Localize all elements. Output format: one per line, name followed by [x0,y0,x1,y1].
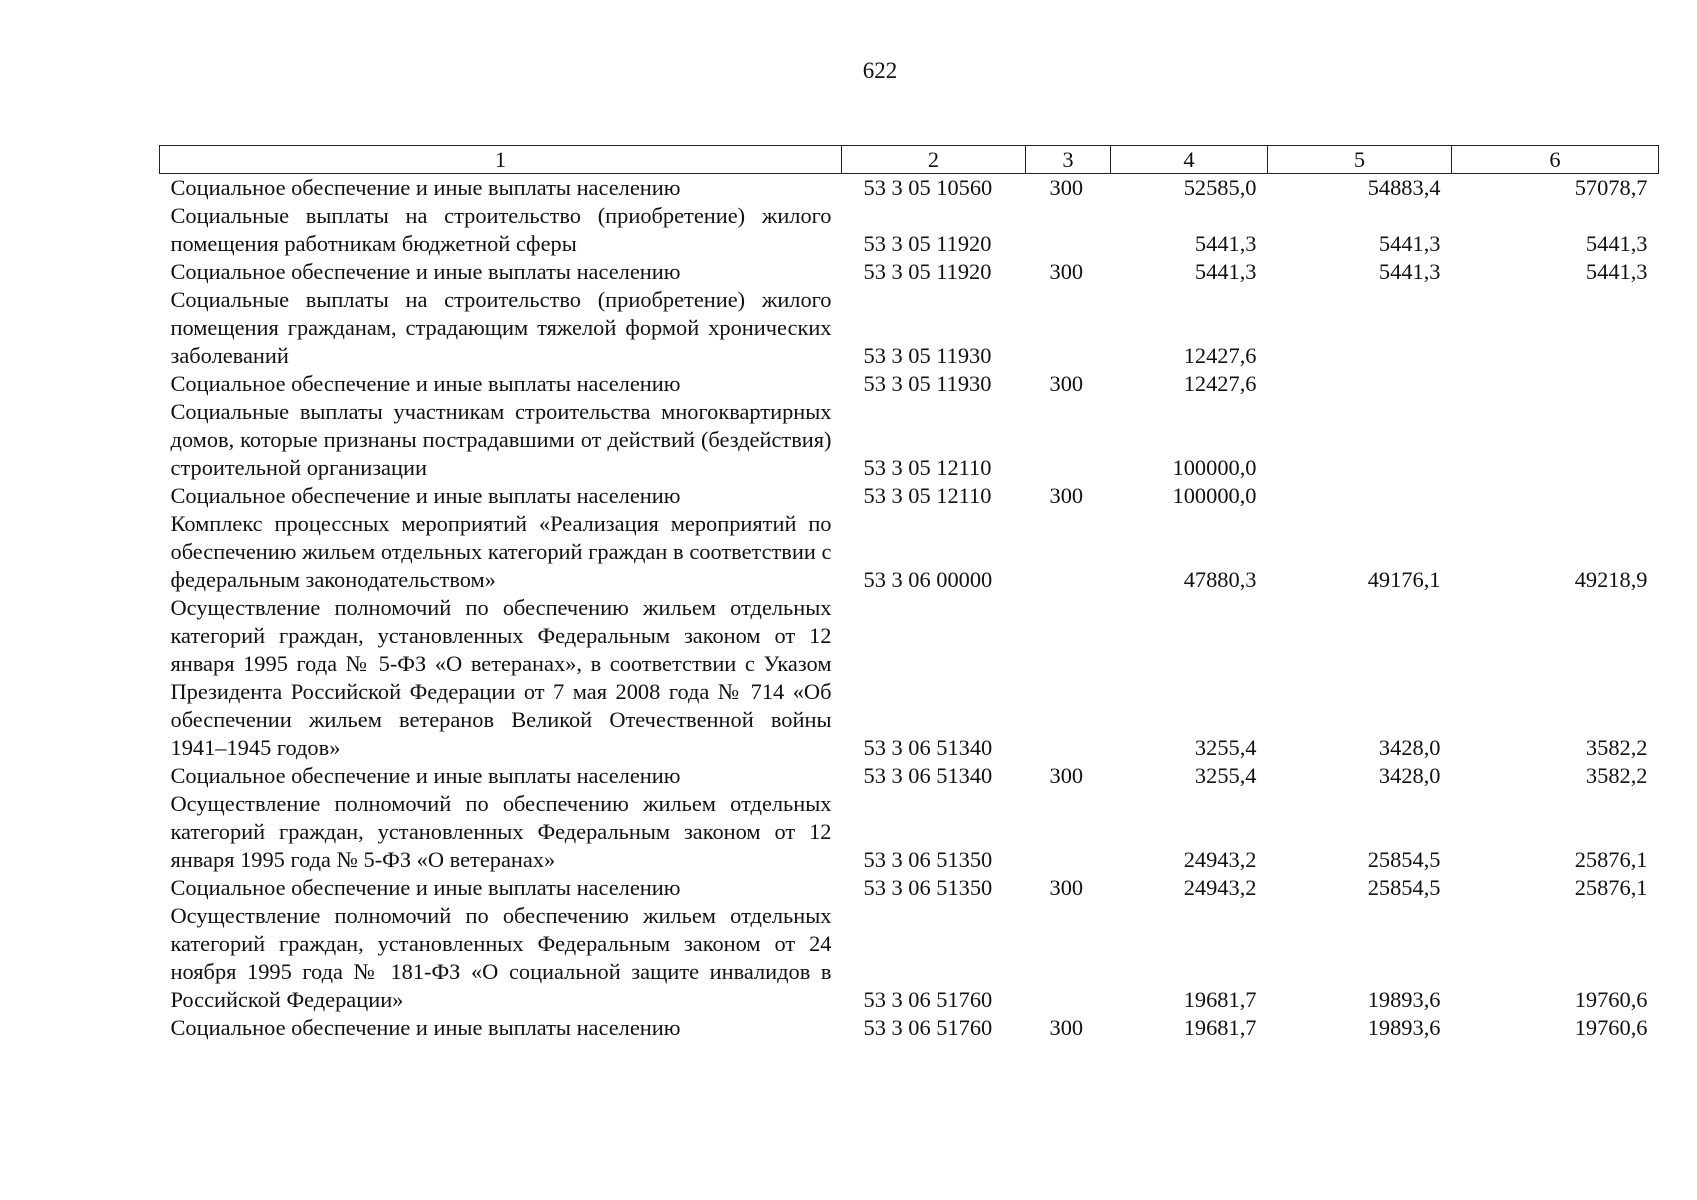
row-value-year3: 19760,6 [1574,987,1648,1012]
row-name: Осуществление полномочий по обеспечению жильем отдельных категорий граждан, установленных Федеральным законом от 12 января 1995 года № 5-ФЗ «О ветеранах», в соответствии с Указом Президента Российской Федерации от 7 мая 2008 года № 714 «Об обеспечении жильем ветеранов Великой Отечественной войны 1941–1945 годов» [170,595,832,760]
row-value-year2 [1268,482,1452,510]
row-expense-type [1026,286,1111,370]
row-name: Социальные выплаты на строительство (приобретение) жилого помещения гражданам, страдающим тяжелой формой хронических заболеваний [170,287,832,368]
table-row [160,510,1659,594]
budget-table [159,145,1659,1042]
row-value-year3 [1452,482,1659,510]
row-value-year1: 100000,0 [1172,455,1257,480]
row-value-year3: 5441,3 [1585,259,1648,284]
table-row [160,874,1659,902]
header-col-6: 6 [1452,146,1659,174]
row-code: 53 3 06 00000 [863,567,993,592]
row-code: 53 3 05 11920 [863,231,992,256]
row-value-year2 [1268,398,1452,482]
row-code: 53 3 05 11930 [863,371,992,396]
row-value-year1: 47880,3 [1183,567,1257,592]
table-row [160,1014,1659,1042]
row-code: 53 3 06 51760 [863,1015,993,1040]
row-value-year1: 5441,3 [1194,231,1257,256]
row-value-year2: 3428,0 [1378,735,1441,760]
table-row [160,762,1659,790]
row-expense-type [1026,202,1111,258]
row-expense-type [1026,510,1111,594]
row-value-year2: 5441,3 [1378,259,1441,284]
row-value-year2 [1268,286,1452,370]
row-value-year1: 24943,2 [1183,875,1257,900]
header-col-1: 1 [160,146,842,174]
row-value-year3: 57078,7 [1574,175,1648,200]
row-name: Осуществление полномочий по обеспечению жильем отдельных категорий граждан, установленных Федеральным законом от 12 января 1995 года № 5-ФЗ «О ветеранах» [170,791,832,872]
table-row [160,594,1659,762]
page-number: 622 [862,58,898,83]
row-value-year1: 5441,3 [1194,259,1257,284]
row-code: 53 3 05 10560 [863,175,993,200]
row-code: 53 3 06 51350 [863,875,993,900]
row-value-year1: 100000,0 [1172,483,1257,508]
row-value-year3: 19760,6 [1574,1015,1648,1040]
row-expense-type: 300 [1049,259,1084,284]
row-name: Социальные выплаты на строительство (приобретение) жилого помещения работникам бюджетной сферы [170,203,832,256]
row-value-year1: 19681,7 [1183,1015,1257,1040]
table-row [160,202,1659,258]
row-value-year3: 49218,9 [1574,567,1648,592]
table-row [160,482,1659,510]
row-code: 53 3 05 11920 [863,259,992,284]
row-code: 53 3 06 51350 [863,847,993,872]
header-col-4: 4 [1111,146,1268,174]
row-value-year2: 19893,6 [1367,1015,1441,1040]
row-value-year1: 24943,2 [1183,847,1257,872]
row-expense-type [1026,902,1111,1014]
row-name: Социальное обеспечение и иные выплаты населению [170,483,681,508]
row-name: Комплекс процессных мероприятий «Реализация мероприятий по обеспечению жильем отдельных категорий граждан в соответствии с федеральным законодательством» [170,511,832,592]
row-value-year3: 25876,1 [1574,875,1648,900]
row-value-year1: 12427,6 [1183,371,1257,396]
row-value-year2: 19893,6 [1367,987,1441,1012]
row-value-year2 [1268,370,1452,398]
row-value-year2: 25854,5 [1367,875,1441,900]
row-code: 53 3 06 51340 [863,735,993,760]
row-code: 53 3 05 11930 [863,343,992,368]
table-row [160,370,1659,398]
header-col-2: 2 [842,146,1026,174]
row-value-year2: 5441,3 [1378,231,1441,256]
row-value-year3: 25876,1 [1574,847,1648,872]
row-value-year3: 3582,2 [1585,763,1648,788]
row-name: Социальное обеспечение и иные выплаты населению [170,259,681,284]
row-code: 53 3 05 12110 [863,483,992,508]
row-value-year3 [1452,398,1659,482]
row-name: Социальное обеспечение и иные выплаты населению [170,875,681,900]
row-expense-type: 300 [1049,483,1084,508]
row-expense-type [1026,398,1111,482]
row-expense-type: 300 [1049,175,1084,200]
row-value-year2: 25854,5 [1367,847,1441,872]
row-value-year1: 19681,7 [1183,987,1257,1012]
table-row [160,174,1659,203]
row-name: Социальное обеспечение и иные выплаты населению [170,1015,681,1040]
row-value-year2: 3428,0 [1378,763,1441,788]
header-col-3: 3 [1026,146,1111,174]
header-col-5: 5 [1268,146,1452,174]
table-body [160,174,1659,1043]
row-value-year1: 3255,4 [1194,763,1257,788]
table-row [160,398,1659,482]
table-header-row [160,146,1659,174]
table-row [160,286,1659,370]
row-value-year1: 12427,6 [1183,343,1257,368]
row-code: 53 3 06 51340 [863,763,993,788]
row-value-year3: 5441,3 [1585,231,1648,256]
row-value-year1: 3255,4 [1194,735,1257,760]
row-name: Социальные выплаты участникам строительства многоквартирных домов, которые признаны пострадавшими от действий (бездействия) строительной организации [170,399,832,480]
table-row [160,902,1659,1014]
row-name: Социальное обеспечение и иные выплаты населению [170,763,681,788]
row-expense-type [1026,790,1111,874]
row-name: Социальное обеспечение и иные выплаты населению [170,371,681,396]
row-value-year3: 3582,2 [1585,735,1648,760]
table-row [160,258,1659,286]
row-value-year2: 54883,4 [1367,175,1441,200]
row-expense-type [1026,594,1111,762]
row-value-year3 [1452,286,1659,370]
row-value-year2: 49176,1 [1367,567,1441,592]
row-code: 53 3 05 12110 [863,455,992,480]
table-row [160,790,1659,874]
row-expense-type: 300 [1049,1015,1084,1040]
row-value-year3 [1452,370,1659,398]
row-expense-type: 300 [1049,875,1084,900]
row-name: Социальное обеспечение и иные выплаты населению [170,175,681,200]
row-expense-type: 300 [1049,371,1084,396]
row-value-year1: 52585,0 [1183,175,1257,200]
row-expense-type: 300 [1049,763,1084,788]
row-code: 53 3 06 51760 [863,987,993,1012]
row-name: Осуществление полномочий по обеспечению жильем отдельных категорий граждан, установленных Федеральным законом от 24 ноября 1995 года № 181-ФЗ «О социальной защите инвалидов в Российской Федерации» [170,903,832,1012]
